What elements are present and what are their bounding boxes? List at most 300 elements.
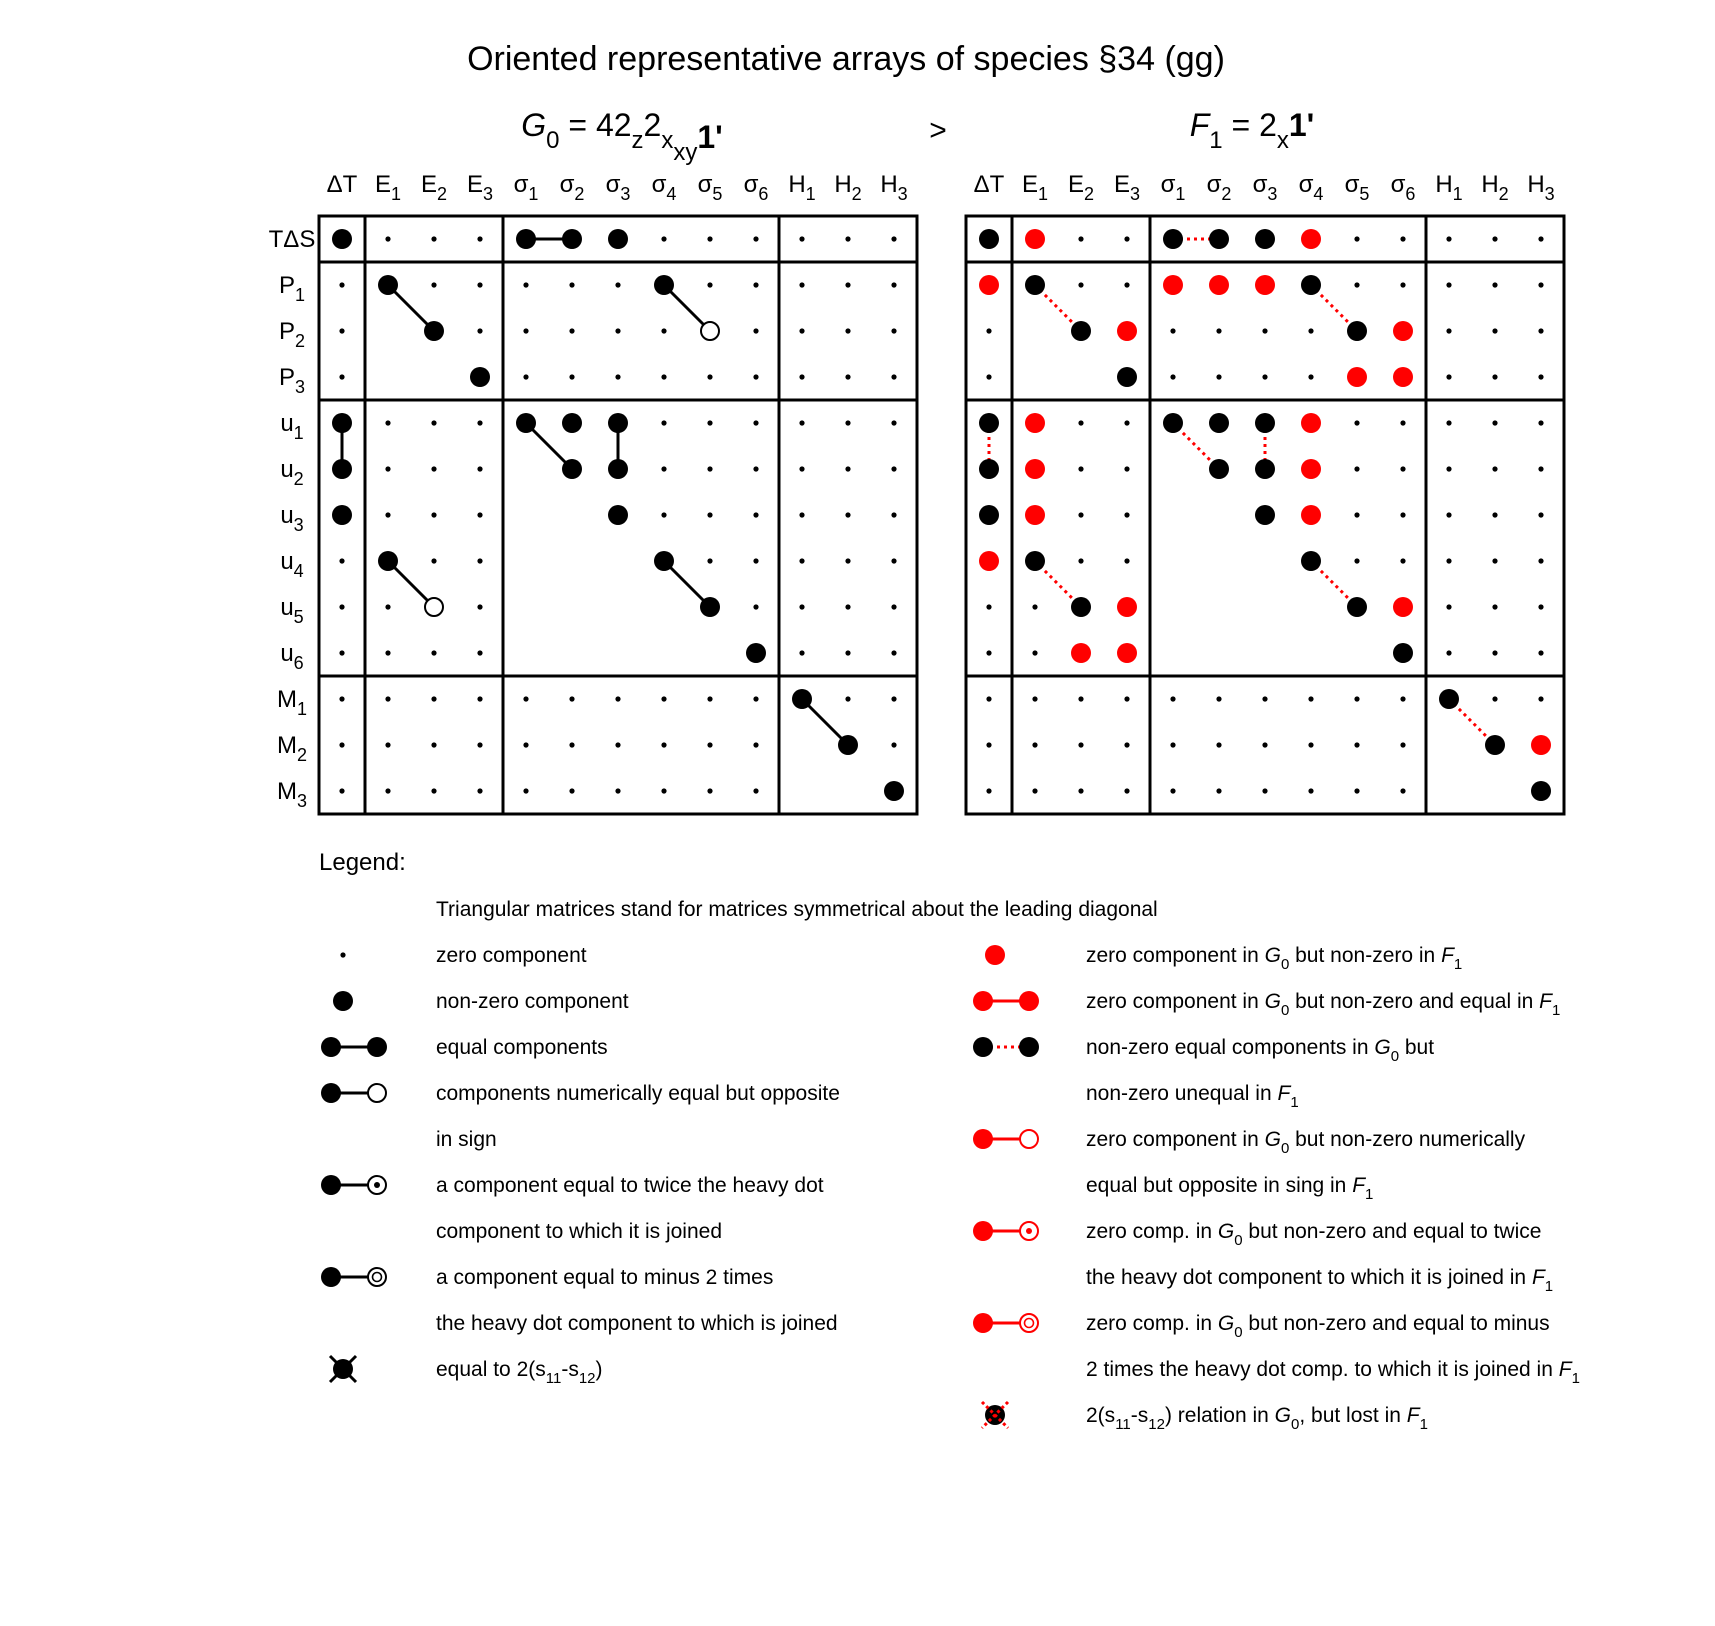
legend-left-text-1: zero component xyxy=(436,944,587,967)
zero-component-dot xyxy=(845,558,850,563)
column-header-right-σ5: $\sigma_5$ xyxy=(1344,171,1370,204)
zero-component-dot xyxy=(339,558,344,563)
nonzero-component-dot xyxy=(332,413,352,433)
column-header-right-E3: $E_3$ xyxy=(1113,171,1141,204)
zero-component-dot xyxy=(615,328,620,333)
zero-component-dot xyxy=(339,604,344,609)
nonzero-component-dot xyxy=(792,689,812,709)
row-header-P3: $P_3$ xyxy=(278,364,306,397)
legend-right-text-6: 2 times the heavy dot comp. to which it is joined in $F_1$ xyxy=(1086,1358,1580,1387)
zero-component-dot xyxy=(753,742,758,747)
nonzero-component-dot xyxy=(562,413,582,433)
row-header-P2: $P_2$ xyxy=(278,318,306,351)
nonzero-component-dot xyxy=(1531,781,1551,801)
zero-component-dot xyxy=(569,328,574,333)
zero-component-dot xyxy=(1262,328,1267,333)
column-header-right-dT: ΔT xyxy=(973,171,1005,198)
new-nonzero-component-dot xyxy=(979,275,999,295)
zero-component-dot xyxy=(799,328,804,333)
legend-heavy-dot-icon xyxy=(321,1037,341,1057)
nonzero-component-dot xyxy=(1301,551,1321,571)
legend-right-text-3: non-zero unequal in $F_1$ xyxy=(1086,1082,1299,1111)
legend-left-text-7: equal to $2(s_{11}-s_{12})$ xyxy=(436,1358,603,1387)
zero-component-dot xyxy=(753,696,758,701)
column-header-left-E1: $E_1$ xyxy=(374,171,402,204)
zero-component-dot xyxy=(845,374,850,379)
zero-component-dot xyxy=(431,466,436,471)
zero-component-dot xyxy=(1446,650,1451,655)
zero-component-dot xyxy=(1032,604,1037,609)
nonzero-component-dot xyxy=(979,459,999,479)
zero-component-dot xyxy=(1216,742,1221,747)
zero-component-dot xyxy=(339,650,344,655)
zero-component-dot xyxy=(1262,788,1267,793)
zero-component-dot xyxy=(1354,420,1359,425)
zero-component-dot xyxy=(891,742,896,747)
zero-component-dot xyxy=(891,282,896,287)
legend-equal-dot-icon xyxy=(1019,991,1039,1011)
zero-component-dot xyxy=(799,282,804,287)
zero-component-dot xyxy=(845,282,850,287)
zero-component-dot xyxy=(707,788,712,793)
zero-component-dot xyxy=(523,742,528,747)
zero-component-dot xyxy=(1170,696,1175,701)
zero-component-dot xyxy=(339,374,344,379)
zero-component-dot xyxy=(385,236,390,241)
zero-component-dot xyxy=(891,604,896,609)
zero-component-dot xyxy=(1354,742,1359,747)
zero-component-dot xyxy=(1354,282,1359,287)
zero-component-dot xyxy=(1492,512,1497,517)
zero-component-dot xyxy=(1492,696,1497,701)
new-nonzero-component-dot xyxy=(1301,413,1321,433)
zero-component-dot xyxy=(799,374,804,379)
legend-open-circle-icon xyxy=(1020,1130,1038,1148)
legend-heavy-dot-icon xyxy=(321,1267,341,1287)
zero-component-dot xyxy=(799,604,804,609)
zero-component-dot xyxy=(1538,604,1543,609)
legend-heavy-dot-icon xyxy=(973,1037,993,1057)
zero-component-dot xyxy=(1170,788,1175,793)
zero-component-dot xyxy=(569,374,574,379)
zero-component-dot xyxy=(339,788,344,793)
zero-component-dot xyxy=(661,466,666,471)
zero-component-dot xyxy=(1170,742,1175,747)
zero-component-dot xyxy=(753,466,758,471)
zero-component-dot xyxy=(385,650,390,655)
nonzero-component-dot xyxy=(1347,321,1367,341)
zero-component-dot xyxy=(986,742,991,747)
zero-component-dot xyxy=(339,696,344,701)
zero-component-dot xyxy=(1446,512,1451,517)
zero-component-dot xyxy=(707,558,712,563)
nonzero-component-dot xyxy=(1163,413,1183,433)
legend-left-text-6: the heavy dot component to which is joined xyxy=(436,1312,838,1335)
nonzero-component-dot xyxy=(979,413,999,433)
zero-component-dot xyxy=(845,650,850,655)
nonzero-component-dot xyxy=(1209,413,1229,433)
new-nonzero-component-dot xyxy=(1117,597,1137,617)
nonzero-component-dot xyxy=(1071,597,1091,617)
left-group-heading: $G_0 = 42_z2_{xxy}1'$ xyxy=(521,107,723,166)
zero-component-dot xyxy=(431,696,436,701)
column-header-left-E3: $E_3$ xyxy=(466,171,494,204)
zero-component-dot xyxy=(1124,788,1129,793)
zero-component-dot xyxy=(1078,282,1083,287)
zero-component-dot xyxy=(615,742,620,747)
new-nonzero-component-dot xyxy=(1255,275,1275,295)
legend-right-text-2: zero component in $G_0$ but non-zero and equal in $F_1$ xyxy=(1086,990,1561,1019)
legend-heavy-dot-icon xyxy=(973,1313,993,1333)
column-header-left-σ2: $\sigma_2$ xyxy=(559,171,585,204)
zero-component-dot xyxy=(1216,374,1221,379)
zero-component-dot xyxy=(891,374,896,379)
zero-component-dot xyxy=(1308,696,1313,701)
nonzero-component-dot xyxy=(516,413,536,433)
zero-component-dot xyxy=(1446,328,1451,333)
column-header-left-H3: $H_3$ xyxy=(880,171,908,204)
nonzero-component-dot xyxy=(654,275,674,295)
row-header-TdS: TΔS xyxy=(268,226,316,253)
zero-component-dot xyxy=(1538,466,1543,471)
zero-component-dot xyxy=(569,742,574,747)
column-header-right-E1: $E_1$ xyxy=(1021,171,1049,204)
zero-component-dot xyxy=(707,420,712,425)
zero-component-dot xyxy=(431,282,436,287)
zero-component-dot xyxy=(477,512,482,517)
zero-component-dot xyxy=(1124,512,1129,517)
column-header-left-σ3: $\sigma_3$ xyxy=(605,171,631,204)
zero-component-dot xyxy=(1124,558,1129,563)
row-header-M2: $M_2$ xyxy=(276,732,308,765)
legend-left-text-6: a component equal to minus 2 times xyxy=(436,1266,774,1289)
legend-equal-dot-icon xyxy=(367,1037,387,1057)
nonzero-component-dot xyxy=(424,321,444,341)
new-nonzero-component-dot xyxy=(1393,367,1413,387)
new-nonzero-component-dot xyxy=(1393,321,1413,341)
zero-component-dot xyxy=(1032,742,1037,747)
zero-component-dot xyxy=(523,328,528,333)
zero-component-dot xyxy=(661,742,666,747)
zero-component-dot xyxy=(1032,696,1037,701)
zero-component-dot xyxy=(845,466,850,471)
zero-component-dot xyxy=(1124,696,1129,701)
nonzero-component-dot xyxy=(1209,229,1229,249)
zero-component-dot xyxy=(615,374,620,379)
legend-right-text-1: zero component in $G_0$ but non-zero in $F_1$ xyxy=(1086,944,1463,973)
zero-component-dot xyxy=(1308,328,1313,333)
zero-component-dot xyxy=(385,788,390,793)
zero-component-dot xyxy=(1124,420,1129,425)
nonzero-component-dot xyxy=(562,459,582,479)
new-nonzero-component-dot xyxy=(1301,459,1321,479)
column-header-left-dT: ΔT xyxy=(326,171,358,198)
zero-component-dot xyxy=(845,696,850,701)
zero-component-dot xyxy=(799,512,804,517)
zero-component-dot xyxy=(1538,236,1543,241)
nonzero-component-dot xyxy=(608,229,628,249)
legend-right-text-4: equal but opposite in sing in $F_1$ xyxy=(1086,1174,1374,1203)
zero-component-dot xyxy=(1492,328,1497,333)
nonzero-component-dot xyxy=(608,505,628,525)
zero-component-dot xyxy=(707,742,712,747)
right-group-heading: $F_1 = 2_x1'$ xyxy=(1189,107,1315,154)
nonzero-component-dot xyxy=(884,781,904,801)
nonzero-component-dot xyxy=(470,367,490,387)
zero-component-dot xyxy=(1170,328,1175,333)
zero-component-dot xyxy=(477,742,482,747)
zero-component-dot xyxy=(1446,604,1451,609)
zero-component-dot xyxy=(1446,558,1451,563)
zero-component-dot xyxy=(1354,466,1359,471)
zero-component-dot xyxy=(1124,742,1129,747)
zero-component-dot xyxy=(1538,374,1543,379)
zero-component-dot xyxy=(799,466,804,471)
zero-component-dot xyxy=(1078,512,1083,517)
zero-component-dot xyxy=(1216,788,1221,793)
zero-component-dot xyxy=(661,788,666,793)
zero-component-dot xyxy=(1032,650,1037,655)
column-header-left-H1: $H_1$ xyxy=(788,171,816,204)
zero-component-dot xyxy=(707,696,712,701)
nonzero-component-dot xyxy=(1071,321,1091,341)
zero-component-dot xyxy=(523,374,528,379)
opposite-sign-component-circle xyxy=(701,322,719,340)
column-header-right-H3: $H_3$ xyxy=(1527,171,1555,204)
zero-component-dot xyxy=(753,328,758,333)
zero-component-dot xyxy=(753,374,758,379)
nonzero-component-dot xyxy=(1255,505,1275,525)
zero-component-dot xyxy=(615,788,620,793)
legend-minus2-inner-icon xyxy=(1025,1319,1034,1328)
legend-heavy-dot-icon xyxy=(973,1221,993,1241)
nonzero-component-dot xyxy=(1439,689,1459,709)
new-nonzero-component-dot xyxy=(1531,735,1551,755)
column-header-left-σ4: $\sigma_4$ xyxy=(651,171,677,204)
zero-component-dot xyxy=(523,788,528,793)
zero-component-dot xyxy=(891,236,896,241)
zero-component-dot xyxy=(1446,420,1451,425)
zero-component-dot xyxy=(707,282,712,287)
zero-component-dot xyxy=(1400,788,1405,793)
nonzero-component-dot xyxy=(1301,275,1321,295)
nonzero-component-dot xyxy=(332,459,352,479)
nonzero-component-dot xyxy=(1393,643,1413,663)
legend-twice-center-icon xyxy=(1026,1228,1032,1234)
legend-right-text-3: non-zero equal components in $G_0$ but xyxy=(1086,1036,1435,1065)
zero-component-dot xyxy=(615,282,620,287)
zero-component-dot xyxy=(753,604,758,609)
legend-heavy-dot-icon xyxy=(973,991,993,1011)
zero-component-dot xyxy=(1354,236,1359,241)
nonzero-component-dot xyxy=(1255,413,1275,433)
column-header-right-σ4: $\sigma_4$ xyxy=(1298,171,1324,204)
zero-component-dot xyxy=(431,788,436,793)
zero-component-dot xyxy=(661,512,666,517)
zero-component-dot xyxy=(1538,420,1543,425)
zero-component-dot xyxy=(986,328,991,333)
zero-component-dot xyxy=(1262,696,1267,701)
zero-component-dot xyxy=(431,742,436,747)
zero-component-dot xyxy=(339,742,344,747)
zero-component-dot xyxy=(569,696,574,701)
new-nonzero-component-dot xyxy=(1117,643,1137,663)
legend-left-text-4: in sign xyxy=(436,1128,497,1151)
zero-component-dot xyxy=(1078,236,1083,241)
zero-component-dot xyxy=(431,236,436,241)
zero-component-dot xyxy=(385,512,390,517)
row-header-u4: $u_4$ xyxy=(280,548,304,581)
zero-component-dot xyxy=(1124,466,1129,471)
zero-component-dot xyxy=(385,742,390,747)
nonzero-component-dot xyxy=(1255,229,1275,249)
zero-component-dot xyxy=(1400,420,1405,425)
legend-left-text-5: a component equal to twice the heavy dot xyxy=(436,1174,824,1197)
legend-minus2-inner-icon xyxy=(373,1273,382,1282)
zero-component-dot xyxy=(753,788,758,793)
column-header-right-σ3: $\sigma_3$ xyxy=(1252,171,1278,204)
zero-component-dot xyxy=(661,236,666,241)
zero-component-dot xyxy=(477,328,482,333)
nonzero-component-dot xyxy=(332,229,352,249)
column-header-left-σ5: $\sigma_5$ xyxy=(697,171,723,204)
zero-component-dot xyxy=(1446,236,1451,241)
zero-component-dot xyxy=(1492,650,1497,655)
zero-component-dot xyxy=(1400,742,1405,747)
column-header-right-σ6: $\sigma_6$ xyxy=(1390,171,1416,204)
nonzero-component-dot xyxy=(608,459,628,479)
zero-component-dot xyxy=(707,466,712,471)
new-nonzero-component-dot xyxy=(1071,643,1091,663)
zero-component-dot xyxy=(1308,374,1313,379)
zero-component-dot xyxy=(477,558,482,563)
zero-component-dot xyxy=(431,420,436,425)
zero-component-dot xyxy=(1262,374,1267,379)
zero-component-dot xyxy=(523,696,528,701)
row-header-M1: $M_1$ xyxy=(276,686,308,719)
zero-component-dot xyxy=(431,558,436,563)
zero-component-dot xyxy=(707,236,712,241)
zero-component-dot xyxy=(799,236,804,241)
new-nonzero-component-dot xyxy=(1163,275,1183,295)
legend-right-text-5: zero comp. in $G_0$ but non-zero and equal to twice xyxy=(1086,1220,1542,1249)
zero-component-dot xyxy=(1538,282,1543,287)
nonzero-component-dot xyxy=(1347,597,1367,617)
row-header-u1: $u_1$ xyxy=(280,410,304,443)
zero-component-dot xyxy=(661,696,666,701)
zero-component-dot xyxy=(1400,466,1405,471)
nonzero-component-dot xyxy=(654,551,674,571)
zero-component-dot xyxy=(891,512,896,517)
new-nonzero-component-dot xyxy=(1025,229,1045,249)
column-header-left-σ1: $\sigma_1$ xyxy=(513,171,539,204)
zero-component-dot xyxy=(986,650,991,655)
zero-component-dot xyxy=(1078,558,1083,563)
zero-component-dot xyxy=(753,558,758,563)
legend-nonzero-dot-icon xyxy=(333,991,353,1011)
zero-component-dot xyxy=(1262,742,1267,747)
zero-component-dot xyxy=(385,696,390,701)
zero-component-dot xyxy=(707,512,712,517)
legend-twice-center-icon xyxy=(374,1182,380,1188)
column-header-left-σ6: $\sigma_6$ xyxy=(743,171,769,204)
new-nonzero-component-dot xyxy=(1347,367,1367,387)
zero-component-dot xyxy=(385,604,390,609)
nonzero-component-dot xyxy=(332,505,352,525)
zero-component-dot xyxy=(1492,374,1497,379)
zero-component-dot xyxy=(1216,696,1221,701)
zero-component-dot xyxy=(661,328,666,333)
zero-component-dot xyxy=(753,236,758,241)
zero-component-dot xyxy=(845,420,850,425)
zero-component-dot xyxy=(477,696,482,701)
zero-component-dot xyxy=(1354,788,1359,793)
legend-right-text-6: zero comp. in $G_0$ but non-zero and equal to minus xyxy=(1086,1312,1550,1341)
zero-component-dot xyxy=(1078,466,1083,471)
zero-component-dot xyxy=(1538,650,1543,655)
zero-component-dot xyxy=(477,236,482,241)
zero-component-dot xyxy=(523,282,528,287)
row-header-u3: $u_3$ xyxy=(280,502,304,535)
zero-component-dot xyxy=(1308,742,1313,747)
zero-component-dot xyxy=(986,374,991,379)
nonzero-component-dot xyxy=(838,735,858,755)
zero-component-dot xyxy=(799,558,804,563)
row-header-u5: $u_5$ xyxy=(280,594,304,627)
group-relation-symbol: > xyxy=(929,114,947,147)
zero-component-dot xyxy=(1492,604,1497,609)
legend-heavy-dot-icon xyxy=(973,1129,993,1149)
legend-left-text-3: equal components xyxy=(436,1036,608,1059)
zero-component-dot xyxy=(1078,696,1083,701)
zero-component-dot xyxy=(477,788,482,793)
nonzero-component-dot xyxy=(608,413,628,433)
zero-component-dot xyxy=(1400,512,1405,517)
zero-component-dot xyxy=(1446,466,1451,471)
zero-component-dot xyxy=(845,512,850,517)
nonzero-component-dot xyxy=(378,551,398,571)
nonzero-component-dot xyxy=(516,229,536,249)
zero-component-dot xyxy=(891,650,896,655)
legend-heading: Legend: xyxy=(319,849,406,876)
legend-right-text-7: $2(s_{11}-s_{12})$ relation in $G_0$, but lost in $F_1$ xyxy=(1086,1404,1428,1433)
nonzero-component-dot xyxy=(1025,551,1045,571)
zero-component-dot xyxy=(385,420,390,425)
zero-component-dot xyxy=(477,604,482,609)
nonzero-component-dot xyxy=(378,275,398,295)
zero-component-dot xyxy=(1492,466,1497,471)
zero-component-dot xyxy=(891,558,896,563)
nonzero-component-dot xyxy=(1255,459,1275,479)
zero-component-dot xyxy=(615,696,620,701)
zero-component-dot xyxy=(1446,374,1451,379)
row-header-P1: $P_1$ xyxy=(278,272,306,305)
legend-right-text-5: the heavy dot component to which it is joined in $F_1$ xyxy=(1086,1266,1554,1295)
zero-component-dot xyxy=(1492,420,1497,425)
zero-component-dot xyxy=(1492,236,1497,241)
legend-open-circle-icon xyxy=(368,1084,386,1102)
zero-component-dot xyxy=(891,696,896,701)
zero-component-dot xyxy=(1400,236,1405,241)
new-nonzero-component-dot xyxy=(1025,459,1045,479)
zero-component-dot xyxy=(1446,282,1451,287)
column-header-right-H1: $H_1$ xyxy=(1435,171,1463,204)
zero-component-dot xyxy=(431,512,436,517)
zero-component-dot xyxy=(661,374,666,379)
new-nonzero-component-dot xyxy=(979,551,999,571)
zero-component-dot xyxy=(1538,558,1543,563)
figure-title: Oriented representative arrays of species §34 (gg) xyxy=(467,40,1225,78)
